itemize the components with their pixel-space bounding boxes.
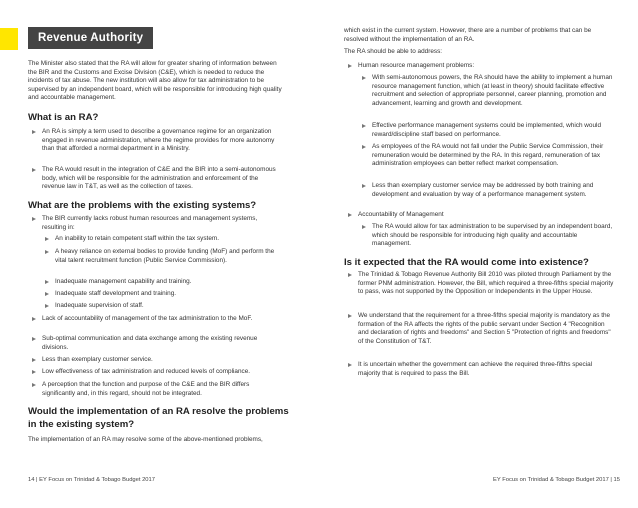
hr-sub-2: Effective performance management systems could be implemented, which would reward/discipline staff based on performance. xyxy=(372,122,618,139)
problem-bullet-4: Low effectiveness of tax administration and reduced levels of compliance. xyxy=(42,368,280,377)
intro-paragraph: The Minister also stated that the RA will allow for greater sharing of information between the BIR and the Customs and Excise Division (C&E), which is needed to reduce the incidents of tax abuse. The new institution will also allow for tax administration to be supervised by an independent board, which will be responsible for introducing high quality and accountable management. xyxy=(28,60,282,102)
problem-bullet-2: Sub-optimal communication and data exchange among the existing revenue divisions. xyxy=(42,335,280,352)
problem-sub-2: A heavy reliance on external bodies to provide funding (MoF) and perform the vital talent recruitment function (Public Service Commission). xyxy=(55,248,280,265)
expected-bullet-1: The Trinidad & Tobago Revenue Authority Bill 2010 was piloted through Parliament by the former PNM administration. However, the Bill, which required a three-fifths special majority to pass, was not supported by the Opposition or Independents in the Upper House. xyxy=(358,271,616,297)
ra-bullet-1: An RA is simply a term used to describe a governance regime for an organization engaged in revenue administration, where the regime provides for more autonomy than that afforded a normal department in a Ministry. xyxy=(42,128,280,154)
ra-bullet-2: The RA would result in the integration of C&E and the BIR into a semi-autonomous body, which will be responsible for the administration and enforcement of the revenue law in T&T, as well as the collection of taxes. xyxy=(42,166,280,192)
footer-left: 14 | EY Focus on Trinidad & Tobago Budget 2017 xyxy=(28,477,155,483)
heading-problems: What are the problems with the existing systems? xyxy=(28,200,257,211)
accountability-bullet: Accountability of Management xyxy=(358,211,616,220)
continuation-paragraph: which exist in the current system. However, there are a number of problems that can be resolved without the implementation of an RA. xyxy=(344,27,592,43)
heading-expected: Is it expected that the RA would come into existence? xyxy=(344,257,589,268)
footer-right: EY Focus on Trinidad & Tobago Budget 2017 | 15 xyxy=(493,477,620,483)
heading-would-ra-resolve: Would the implementation of an RA resolve the problems in the existing system? xyxy=(28,406,289,430)
hr-sub-4: Less than exemplary customer service may be addressed by both training and development and evaluation by way of a performance management system. xyxy=(372,182,618,199)
closing-paragraph: The implementation of an RA may resolve some of the above-mentioned problems, xyxy=(28,436,263,443)
accountability-sub: The RA would allow for tax administration to be supervised by an independent board, which should be responsible for introducing high quality and accountable management. xyxy=(372,223,618,249)
expected-bullet-2: We understand that the requirement for a three-fifths special majority is mandatory as the formation of the RA affects the rights of the public servant under Section 4 "Recognition and declaration of rights and freedoms" and Section 5 "Protection of rights and freedoms" of the Constitution of T&T. xyxy=(358,312,616,346)
problem-bullet-5: A perception that the function and purpose of the C&E and the BIR differs significantly and, in this regard, should not be integrated. xyxy=(42,381,280,398)
hr-sub-3: As employees of the RA would not fall under the Public Service Commission, their remuneration would be determined by the RA. In this regard, remuneration of tax administration employees can better reflect market compensation. xyxy=(372,143,618,169)
hr-bullet: Human resource management problems: xyxy=(358,62,616,71)
problem-sub-5: Inadequate supervision of staff. xyxy=(55,302,280,311)
problem-bullet-3: Less than exemplary customer service. xyxy=(42,356,280,365)
problem-sub-3: Inadequate management capability and training. xyxy=(55,278,280,287)
section-title: Revenue Authority xyxy=(28,27,153,49)
expected-bullet-3: It is uncertain whether the government can achieve the required three-fifths special majority that is required to pass the Bill. xyxy=(358,361,616,378)
problem-sub-1: An inability to retain competent staff within the tax system. xyxy=(55,235,280,244)
yellow-accent-tab xyxy=(0,28,18,50)
problem-bullet-1: Lack of accountability of management of the tax administration to the MoF. xyxy=(42,315,280,324)
heading-what-is-ra: What is an RA? xyxy=(28,112,99,123)
address-intro: The RA should be able to address: xyxy=(344,48,443,55)
problem-intro-bullet: The BIR currently lacks robust human resources and management systems, resulting in: xyxy=(42,215,280,232)
problem-sub-4: Inadequate staff development and training. xyxy=(55,290,280,299)
hr-sub-1: With semi-autonomous powers, the RA should have the ability to implement a human resource management function, which (at least in theory) should facilitate effective recruitment and selection of appropriate personnel, career planning, promotion and advancement, learning and growth and development. xyxy=(372,74,618,108)
